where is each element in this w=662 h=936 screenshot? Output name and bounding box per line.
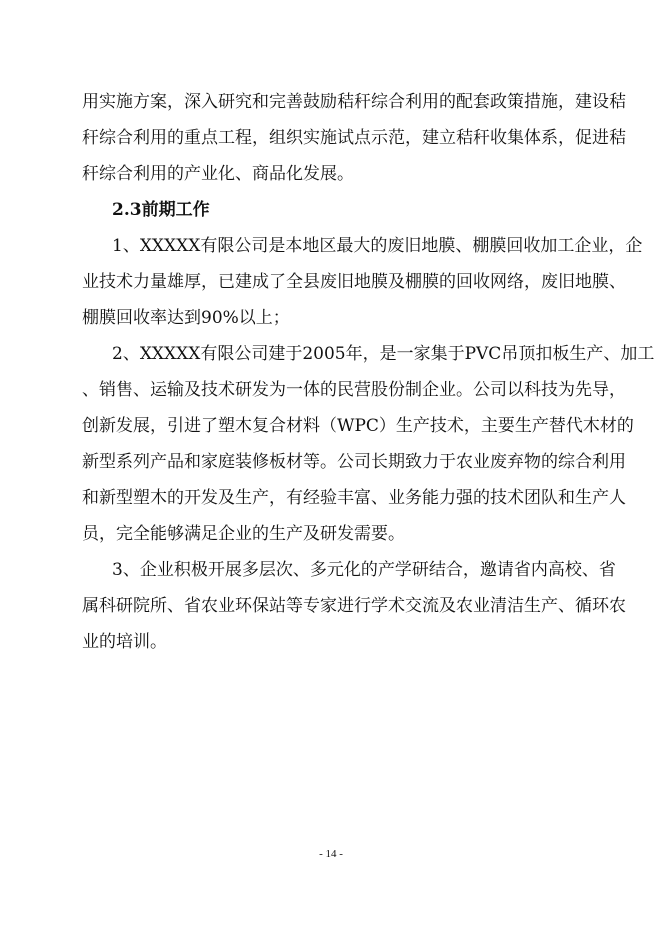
- page-number: - 14 -: [319, 848, 343, 860]
- paragraph-line: 2、XXXXX有限公司建于2005年，是一家集于PVC吊顶扣板生产、加工: [112, 344, 655, 364]
- paragraph-line: 棚膜回收率达到90%以上；: [82, 308, 290, 328]
- section-heading: 2.3前期工作: [112, 200, 210, 220]
- paragraph-line: 和新型塑木的开发及生产，有经验丰富、业务能力强的技术团队和生产人: [82, 488, 626, 508]
- paragraph-line: 3、企业积极开展多层次、多元化的产学研结合，邀请省内高校、省: [112, 560, 616, 580]
- paragraph-line: 秆综合利用的产业化、商品化发展。: [82, 164, 354, 184]
- paragraph-line: 业技术力量雄厚，已建成了全县废旧地膜及棚膜的回收网络，废旧地膜、: [82, 272, 626, 292]
- paragraph-line: 新型系列产品和家庭装修板材等。公司长期致力于农业废弃物的综合利用: [82, 452, 626, 472]
- document-body: [82, 84, 655, 660]
- paragraph-line: 用实施方案，深入研究和完善鼓励秸秆综合利用的配套政策措施，建设秸: [82, 92, 626, 112]
- paragraph-line: 员，完全能够满足企业的生产及研发需要。: [82, 524, 405, 544]
- paragraph-line: 业的培训。: [82, 632, 167, 652]
- paragraph-line: 、销售、运输及技术研发为一体的民营股份制企业。公司以科技为先导，: [82, 380, 626, 400]
- paragraph-line: 创新发展，引进了塑木复合材料（WPC）生产技术，主要生产替代木材的: [82, 416, 634, 436]
- paragraph-line: 1、XXXXX有限公司是本地区最大的废旧地膜、棚膜回收加工企业，企: [112, 236, 643, 256]
- paragraph-line: 秆综合利用的重点工程，组织实施试点示范，建立秸秆收集体系，促进秸: [82, 128, 626, 148]
- paragraph-line: 属科研院所、省农业环保站等专家进行学术交流及农业清洁生产、循环农: [82, 596, 626, 616]
